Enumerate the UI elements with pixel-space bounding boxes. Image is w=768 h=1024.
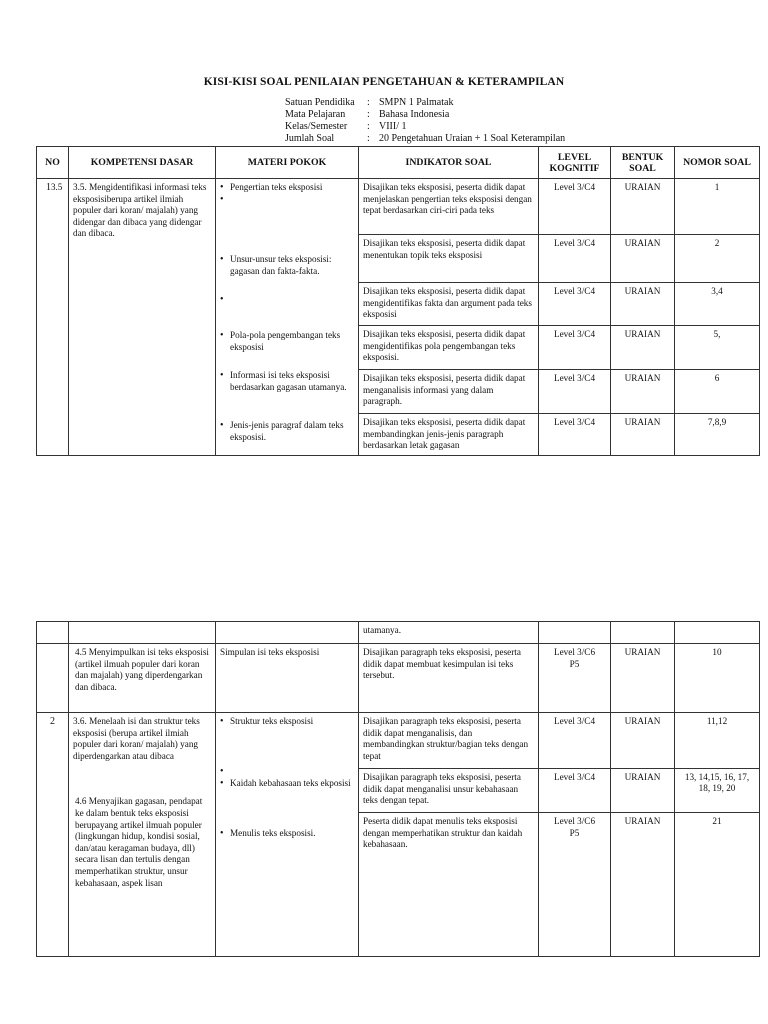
indikator-cell: Disajikan teks eksposisi, peserta didik dapat menganalisis informasi yang dalam paragraph. [359,370,539,414]
materi-pokok-cell [216,179,359,456]
nomor-cell: 11,12 [675,713,760,769]
materi-item: • Kaidah kebahasaan teks ekposisi [222,778,354,790]
document-title: KISI-KISI SOAL PENILAIAN PENGETAHUAN & KETERAMPILAN [203,76,565,88]
meta-row-mapel [285,109,449,121]
indikator-cell: Peserta didik dapat menulis teks eksposisi dengan memperhatikan struktur dan kaidah kebahasaan. [359,813,539,957]
header-level-kognitif: LEVEL KOGNITIF [539,147,611,179]
table-row [37,644,760,713]
meta-key: Kelas/Semester [285,121,348,132]
spacer [73,762,211,796]
meta-row-satuan [285,97,453,109]
indikator-cell: Disajikan teks eksposisi, peserta didik dapat menentukan topik teks eksposisi [359,235,539,283]
meta-value: Bahasa Indonesia [379,109,450,120]
meta-row-jumlah [285,133,565,145]
meta-value: SMPN 1 Palmatak [379,97,454,108]
bullet-icon [222,294,354,306]
meta-colon: : [367,97,370,108]
meta-value: 20 Pengetahuan Uraian + 1 Soal Keterampilan [379,133,566,144]
level-cell [539,813,611,957]
bentuk-cell: URAIAN [611,283,675,326]
empty-cell [675,622,760,644]
materi-item: • Menulis teks eksposisi. [222,828,354,840]
bentuk-cell: URAIAN [611,769,675,813]
materi-item: • Informasi isi teks eksposisi berdasarkan gagasan utamanya. [222,370,354,393]
empty-cell [539,622,611,644]
meta-row-kelas [285,121,407,133]
table-row-continuation [37,622,760,644]
meta-key: Mata Pelajaran [285,109,346,120]
indikator-cell: Disajikan paragraph teks eksposisi, peserta didik dapat menganalisi unsur kebahasaan teks dengan tepat. [359,769,539,813]
empty-cell [216,622,359,644]
empty-cell [37,644,69,713]
kd-4-6: 4.6 Menyajikan gagasan, pendapat ke dalam bentuk teks eksposisi berupayang artikel ilmuah populer (lingkungan hidup, kondisi sosial, dan/atau keragaman budaya, dll) secara lisan dan tertulis dengan memperhatikan struktur, unsur kebahasaan, aspek lisan [75,796,203,888]
nomor-cell: 6 [675,370,760,414]
header-kompetensi-dasar: KOMPETENSI DASAR [69,147,216,179]
empty-cell [69,622,216,644]
row-number [37,179,69,456]
materi-pokok-cell [216,713,359,957]
level-cell [539,644,611,713]
row-number-sub: 3.5 [51,182,63,192]
kisi-table-page2 [36,621,760,957]
kompetensi-dasar-cell: 3.5. Mengidentifikasi informasi teks eksposisiberupa artikel ilmiah populer dari koran/ majalah) yang didengar dan dibaca yang didengar dan dibaca. [69,179,216,456]
level-cell: Level 3/C4 [539,713,611,769]
kompetensi-dasar-cell [69,713,216,957]
indikator-cell: Disajikan teks eksposisi, peserta didik dapat menjelaskan pengertian teks eksposisi dengan tepat berdasarkan ciri-ciri pada teks [359,179,539,235]
meta-value: VIII/ 1 [379,121,407,132]
nomor-cell: 13, 14,15, 16, 17, 18, 19, 20 [675,769,760,813]
nomor-cell: 21 [675,813,760,957]
level-cell: Level 3/C4 [539,370,611,414]
level-cell: Level 3/C4 [539,414,611,456]
nomor-cell: 1 [675,179,760,235]
row-number-main: 1 [46,182,51,193]
meta-colon: : [367,121,370,132]
level-cell: Level 3/C4 [539,326,611,370]
nomor-cell: 3,4 [675,283,760,326]
level-cell: Level 3/C4 [539,769,611,813]
indikator-cell: Disajikan paragraph teks eksposisi, peserta didik dapat membuat kesimpulan isi teks tersebut. [359,644,539,713]
kisi-table-page1 [36,146,760,456]
bentuk-cell: URAIAN [611,179,675,235]
meta-key: Jumlah Soal [285,133,335,144]
nomor-cell: 5, [675,326,760,370]
level-cell: Level 3/C4 [539,283,611,326]
materi-pokok-cell: Simpulan isi teks eksposisi [216,644,359,713]
table-row [37,179,760,235]
indikator-cell: Disajikan teks eksposisi, peserta didik dapat mengidentifikas pola pengembangan teks eksposisi. [359,326,539,370]
materi-item: • Jenis-jenis paragraf dalam teks eksposisi. [222,420,354,443]
bentuk-cell: URAIAN [611,644,675,713]
table-header-row [37,147,760,179]
level-value: Level 3/C6 [553,647,596,657]
level-value: Level 3/C6 [553,816,596,826]
table-row [37,713,760,769]
bentuk-cell: URAIAN [611,813,675,957]
indikator-cell: Disajikan teks eksposisi, peserta didik dapat mengidentifikas fakta dan argument pada teks eksposisi [359,283,539,326]
bullet-icon [222,194,354,206]
empty-cell [611,622,675,644]
bentuk-cell: URAIAN [611,713,675,769]
row-number: 2 [37,713,69,957]
header-materi-pokok: MATERI POKOK [216,147,359,179]
header-no: NO [37,147,69,179]
meta-colon: : [367,133,370,144]
header-nomor-soal: NOMOR SOAL [675,147,760,179]
meta-colon: : [367,109,370,120]
bentuk-cell: URAIAN [611,326,675,370]
level-cell: Level 3/C4 [539,179,611,235]
empty-cell [37,622,69,644]
meta-key: Satuan Pendidika [285,97,355,108]
level-sub-value: P5 [569,827,580,838]
nomor-cell: 10 [675,644,760,713]
nomor-cell: 2 [675,235,760,283]
bullet-icon [222,766,354,778]
level-cell: Level 3/C4 [539,235,611,283]
bentuk-cell: URAIAN [611,370,675,414]
bentuk-cell: URAIAN [611,235,675,283]
indikator-cell: Disajikan teks eksposisi, peserta didik dapat membandingkan jenis-jenis paragraph berdasarkan letak gagasan [359,414,539,456]
nomor-cell: 7,8,9 [675,414,760,456]
level-sub-value: P5 [569,658,580,669]
header-bentuk-soal: BENTUK SOAL [611,147,675,179]
kd-3-6: 3.6. Menelaah isi dan struktur teks eksposisi (berupa artikel ilmiah populer dari koran/ majalah) yang diperdengarkan atau dibaca [73,716,200,761]
bentuk-cell: URAIAN [611,414,675,456]
indikator-cell: Disajikan paragraph teks eksposisi, peserta didik dapat menganalisis, dan membandingkan struktur/bagian teks dengan tepat [359,713,539,769]
materi-item: • Unsur-unsur teks eksposisi: gagasan dan fakta-fakta. [222,254,354,277]
header-indikator-soal: INDIKATOR SOAL [359,147,539,179]
materi-item: • Pengertian teks eksposisi [222,182,354,194]
materi-item: • Struktur teks eksposisi [222,716,354,728]
indikator-cell: utamanya. [359,622,539,644]
materi-item: • Pola-pola pengembangan teks eksposisi [222,330,354,353]
kompetensi-dasar-cell: 4.5 Menyimpulkan isi teks eksposisi (artikel ilmuah populer dari koran dan majalah) yang diperdengarkan dan dibaca. [69,644,216,713]
